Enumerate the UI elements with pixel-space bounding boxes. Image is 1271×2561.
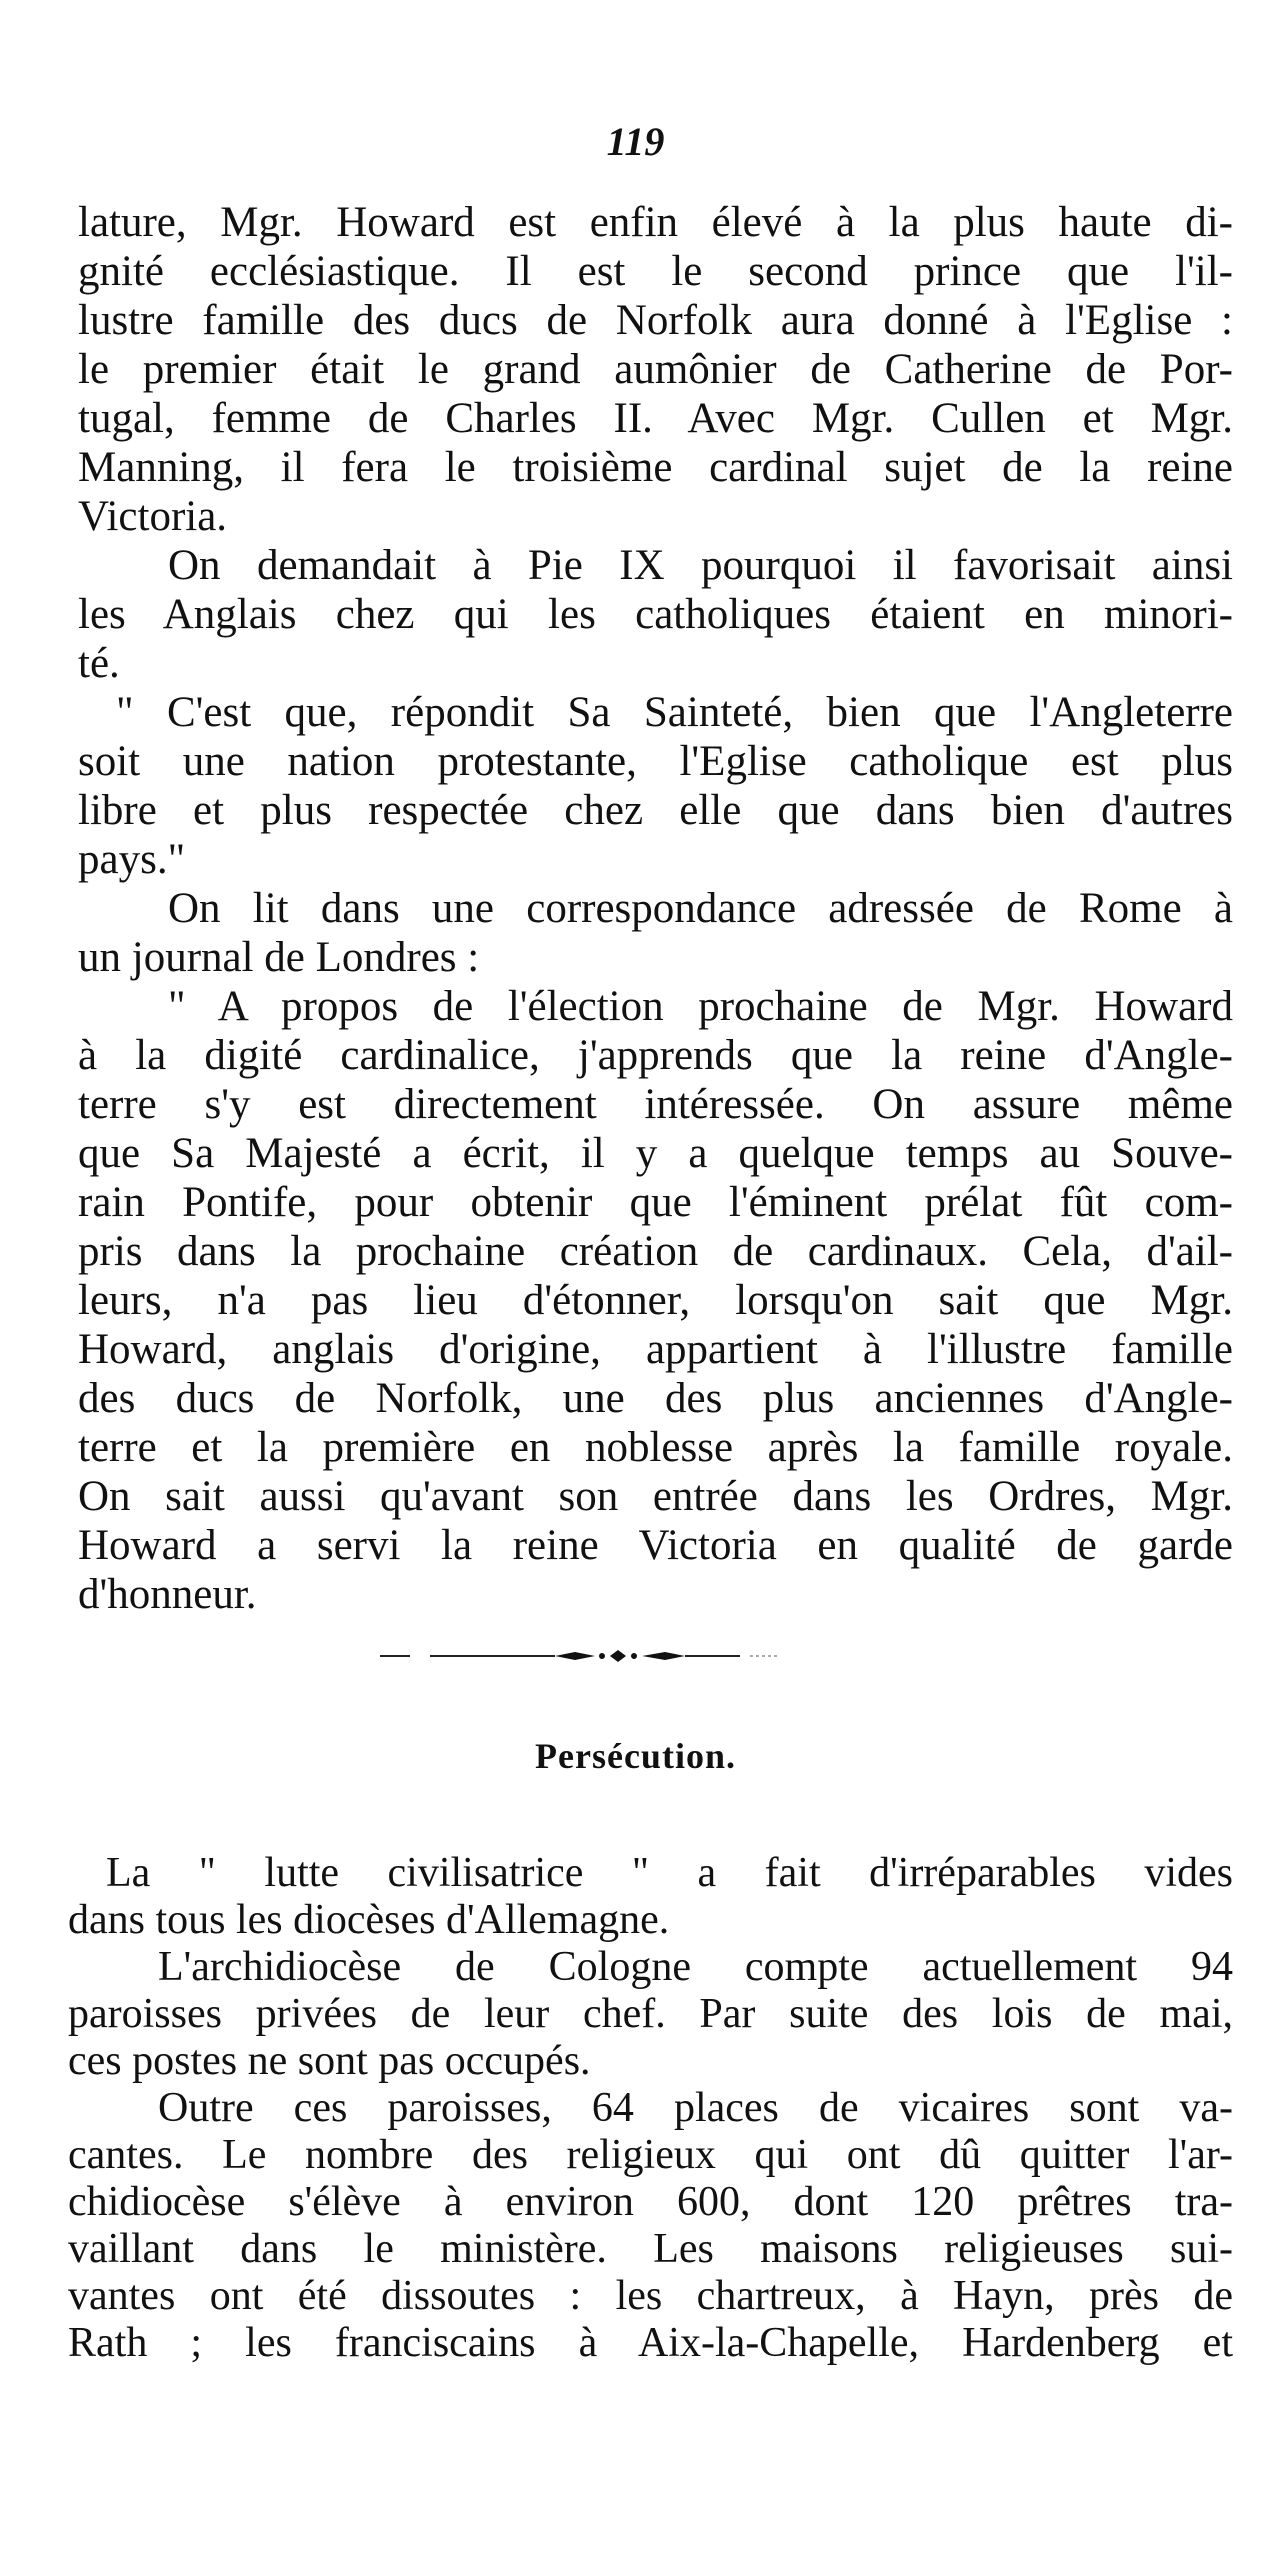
text-line: d'honneur.	[78, 1571, 257, 1618]
text-line: pris dans la prochaine création de cardinaux. Cela, d'ail-	[78, 1228, 1233, 1275]
text-line: lustre famille des ducs de Norfolk aura donné à l'Eglise :	[78, 297, 1233, 344]
text-line: vaillant dans le ministère. Les maisons religieuses sui-	[68, 2226, 1233, 2272]
text-line: Howard, anglais d'origine, appartient à l'illustre famille	[78, 1326, 1233, 1373]
text-line: L'archidiocèse de Cologne compte actuellement 94	[158, 1944, 1233, 1990]
text-line: que Sa Majesté a écrit, il y a quelque temps au Souve-	[78, 1130, 1233, 1177]
text-line: Rath ; les franciscains à Aix-la-Chapelle, Hardenberg et	[68, 2320, 1233, 2366]
text-line: pays."	[78, 836, 186, 883]
section-divider-ornament	[380, 1648, 820, 1664]
text-line: On lit dans une correspondance adressée de Rome à	[168, 885, 1233, 932]
text-line: On demandait à Pie IX pourquoi il favorisait ainsi	[168, 542, 1233, 589]
text-line: un journal de Londres :	[78, 934, 480, 981]
text-line: soit une nation protestante, l'Eglise catholique est plus	[78, 738, 1233, 785]
text-line: Victoria.	[78, 493, 228, 540]
section-title: Persécution.	[535, 1736, 736, 1776]
section-persecution	[68, 1850, 1233, 2367]
text-line: On sait aussi qu'avant son entrée dans les Ordres, Mgr.	[78, 1473, 1233, 1520]
text-line: " C'est que, répondit Sa Sainteté, bien que l'Angleterre	[116, 689, 1233, 736]
text-line: terre s'y est directement intéressée. On assure même	[78, 1081, 1233, 1128]
text-line: paroisses privées de leur chef. Par suite des lois de mai,	[68, 1991, 1233, 2037]
text-line: gnité ecclésiastique. Il est le second prince que l'il-	[78, 248, 1233, 295]
section-howard-cardinal	[78, 198, 1233, 1619]
text-line: rain Pontife, pour obtenir que l'éminent prélat fût com-	[78, 1179, 1233, 1226]
text-line: cantes. Le nombre des religieux qui ont dû quitter l'ar-	[68, 2132, 1233, 2178]
text-line: " A propos de l'élection prochaine de Mgr. Howard	[168, 983, 1233, 1030]
text-line: le premier était le grand aumônier de Catherine de Por-	[78, 346, 1233, 393]
text-line: des ducs de Norfolk, une des plus anciennes d'Angle-	[78, 1375, 1233, 1422]
text-line: Outre ces paroisses, 64 places de vicaires sont va-	[158, 2085, 1233, 2131]
text-line: terre et la première en noblesse après la famille royale.	[78, 1424, 1233, 1471]
page-number: 119	[606, 119, 665, 164]
text-line: té.	[78, 640, 120, 687]
text-line: tugal, femme de Charles II. Avec Mgr. Cullen et Mgr.	[78, 395, 1233, 442]
text-line: vantes ont été dissoutes : les chartreux, à Hayn, près de	[68, 2273, 1233, 2319]
text-line: ces postes ne sont pas occupés.	[68, 2038, 591, 2084]
text-line: Howard a servi la reine Victoria en qualité de garde	[78, 1522, 1233, 1569]
text-line: les Anglais chez qui les catholiques étaient en minori-	[78, 591, 1233, 638]
text-line: à la digité cardinalice, j'apprends que la reine d'Angle-	[78, 1032, 1233, 1079]
text-line: Manning, il fera le troisième cardinal sujet de la reine	[78, 444, 1233, 491]
text-line: leurs, n'a pas lieu d'étonner, lorsqu'on sait que Mgr.	[78, 1277, 1233, 1324]
text-line: lature, Mgr. Howard est enfin élevé à la plus haute di-	[78, 199, 1233, 246]
text-line: libre et plus respectée chez elle que dans bien d'autres	[78, 787, 1233, 834]
text-line: La " lutte civilisatrice " a fait d'irréparables vides	[106, 1850, 1233, 1896]
text-line: dans tous les diocèses d'Allemagne.	[68, 1897, 670, 1943]
text-line: chidiocèse s'élève à environ 600, dont 120 prêtres tra-	[68, 2179, 1233, 2225]
